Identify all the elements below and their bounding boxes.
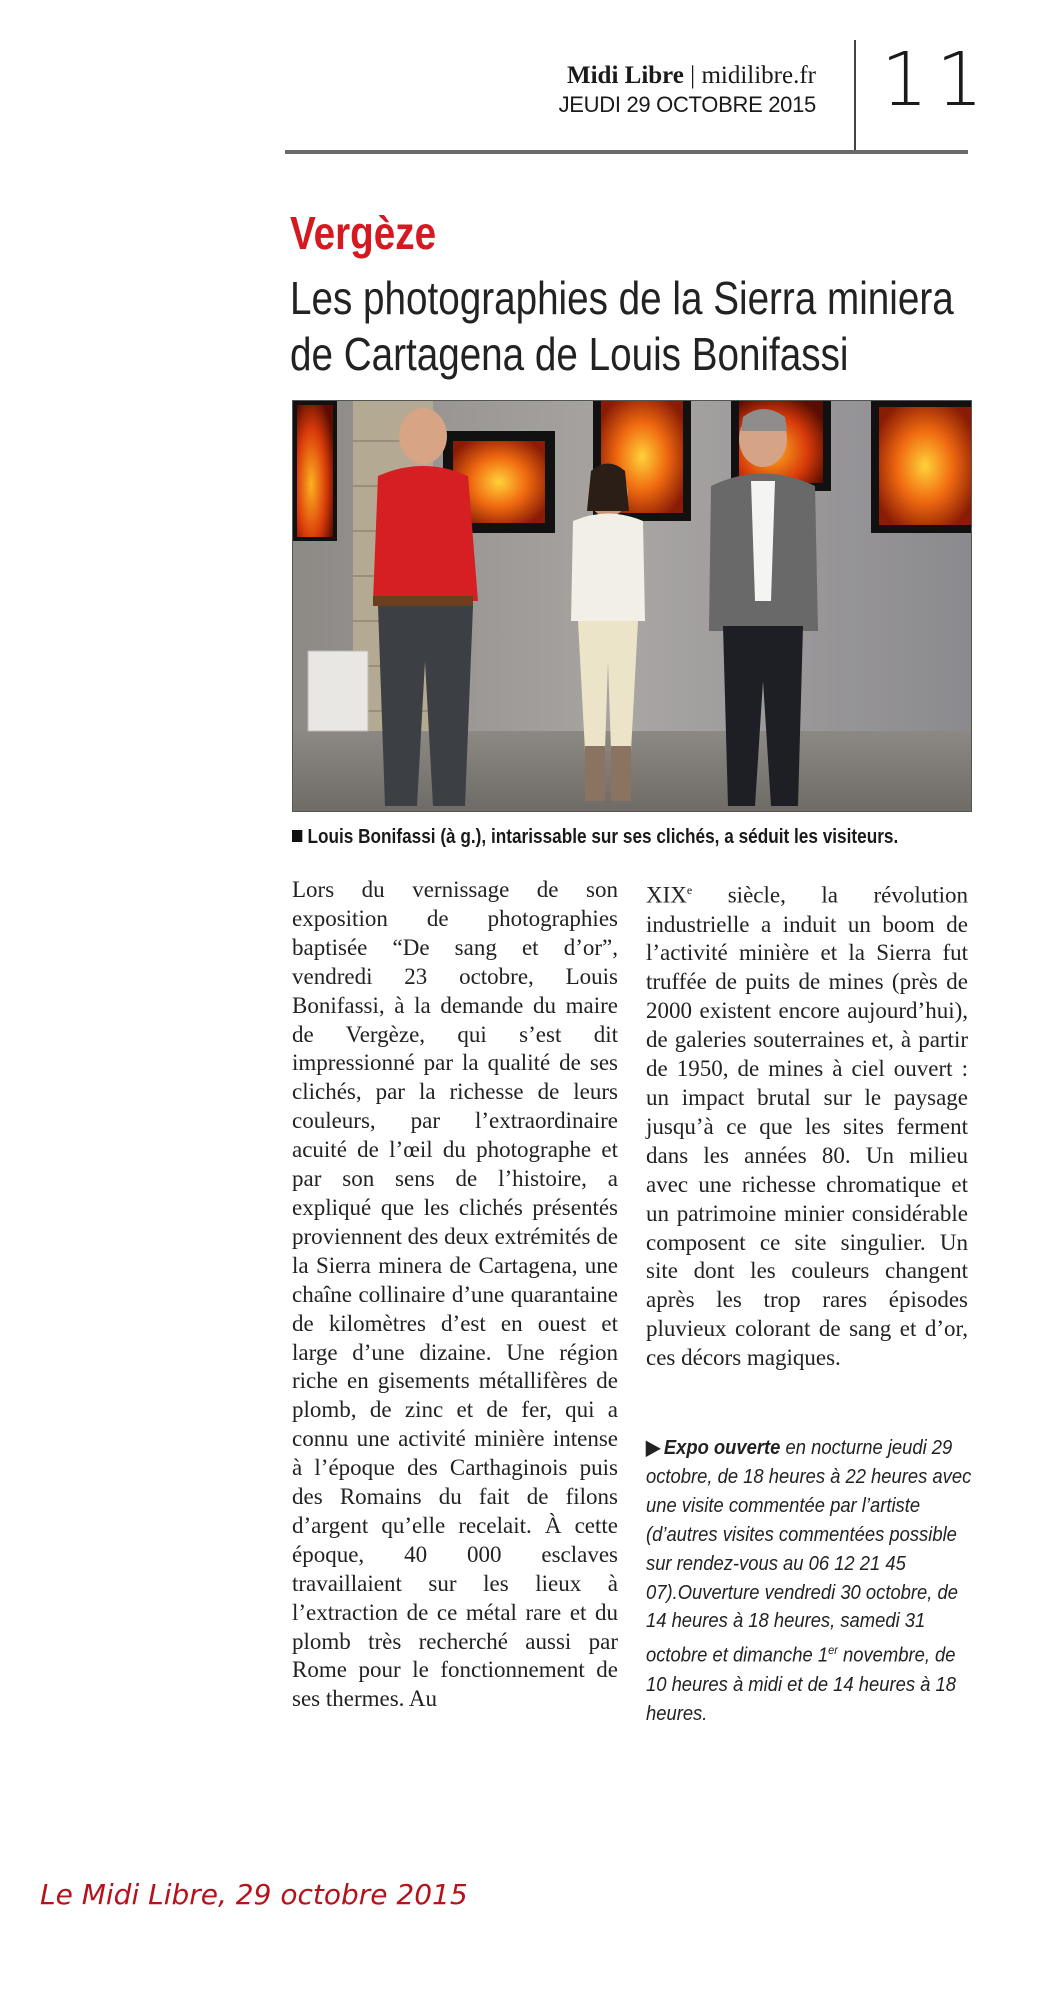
source-credit: Le Midi Libre, 29 octobre 2015 <box>40 1878 468 1911</box>
triangle-right-icon: ▶ <box>646 1437 661 1459</box>
issue-date: JEUDI 29 OCTOBRE 2015 <box>558 92 816 117</box>
caption-text: Louis Bonifassi (à g.), intarissable sur ses clichés, a séduit les visiteurs. <box>307 826 899 848</box>
info-text-a: en nocturne jeudi 29 octobre, de 18 heures à 22 heures avec une visite commentée par l’artiste (d’autres visites commentées possible sur rendez-vous au 06 12 21 45 07).Ouverture vendredi 30 octobre, de 14 heures à 18 heures, samedi 31 octobre et dimanche 1 <box>646 1437 972 1667</box>
gallery-photo-illustration <box>293 401 971 811</box>
practical-info <box>646 1434 977 1729</box>
masthead <box>285 37 992 152</box>
article-kicker: Vergèze <box>290 207 437 259</box>
century-suffix: e <box>686 883 693 897</box>
article-body-column-2 <box>646 876 968 1373</box>
brand-name: Midi Libre <box>567 62 684 89</box>
article-headline: Les photographies de la Sierra miniera de Cartagena de Louis Bonifassi <box>290 272 954 380</box>
article-body-column-1: Lors du vernissage de son exposition de photographies baptisée “De sang et d’or”, vendredi 23 octobre, Louis Bonifassi, à la demande du maire de Vergèze, qui s’est dit impressionné par la qualité de ses clichés, par la richesse de leurs couleurs, par l’extraordinaire acuité de l’œil du photographe et par son sens de l’histoire, a expliqué que les clichés présentés proviennent des deux extrémités de la Sierra minera de Cartagena, une chaîne collinaire d’une quarantaine de kilomètres d’est en ouest et large d’une dizaine. Une région riche en gisements métallifères de plomb, de zinc et de fer, qui a connu une activité minière intense à l’époque des Carthaginois puis des Romains du fait de filons d’argent qu’elle recelait. À cette époque, 40 000 esclaves travaillaient sur les lieux à l’extraction de ce métal rare et du plomb très recherché aussi par Rome pour le fonctionnement de ses thermes. Au <box>292 877 618 1712</box>
photo-caption <box>292 826 980 849</box>
newspaper-brand: Midi Libre | midilibre.fr <box>567 62 816 89</box>
page-number: 11 <box>881 37 992 123</box>
masthead-rule <box>285 150 968 154</box>
info-ordinal: er <box>828 1643 838 1658</box>
info-lead: Expo ouverte <box>663 1437 781 1459</box>
caption-bullet-icon <box>292 830 302 842</box>
info-text-b: novembre, de 10 heures à midi et de 14 heures à 18 heures. <box>646 1645 956 1725</box>
article-body-column-2-text: siècle, la révolution industrielle a induit un boom de l’activité minière et la Sierra fut truffée de puits de mines (près de 2000 existent encore aujourd’hui), de galeries souterraines et, à partir de 1950, de mines à ciel ouvert : un impact brutal sur le paysage jusqu’à ce que les sites ferment dans les années 80. Un milieu avec une richesse chromatique et un patrimoine minier considérable composent ce site singulier. Un site dont les couleurs changent après les trop rares épisodes pluvieux colorant de sang et d’or, ces décors magiques. <box>646 882 968 1371</box>
century-roman: XIX <box>646 882 687 908</box>
site-url: midilibre.fr <box>701 62 816 89</box>
masthead-divider <box>854 40 856 150</box>
article-photo <box>292 400 972 812</box>
